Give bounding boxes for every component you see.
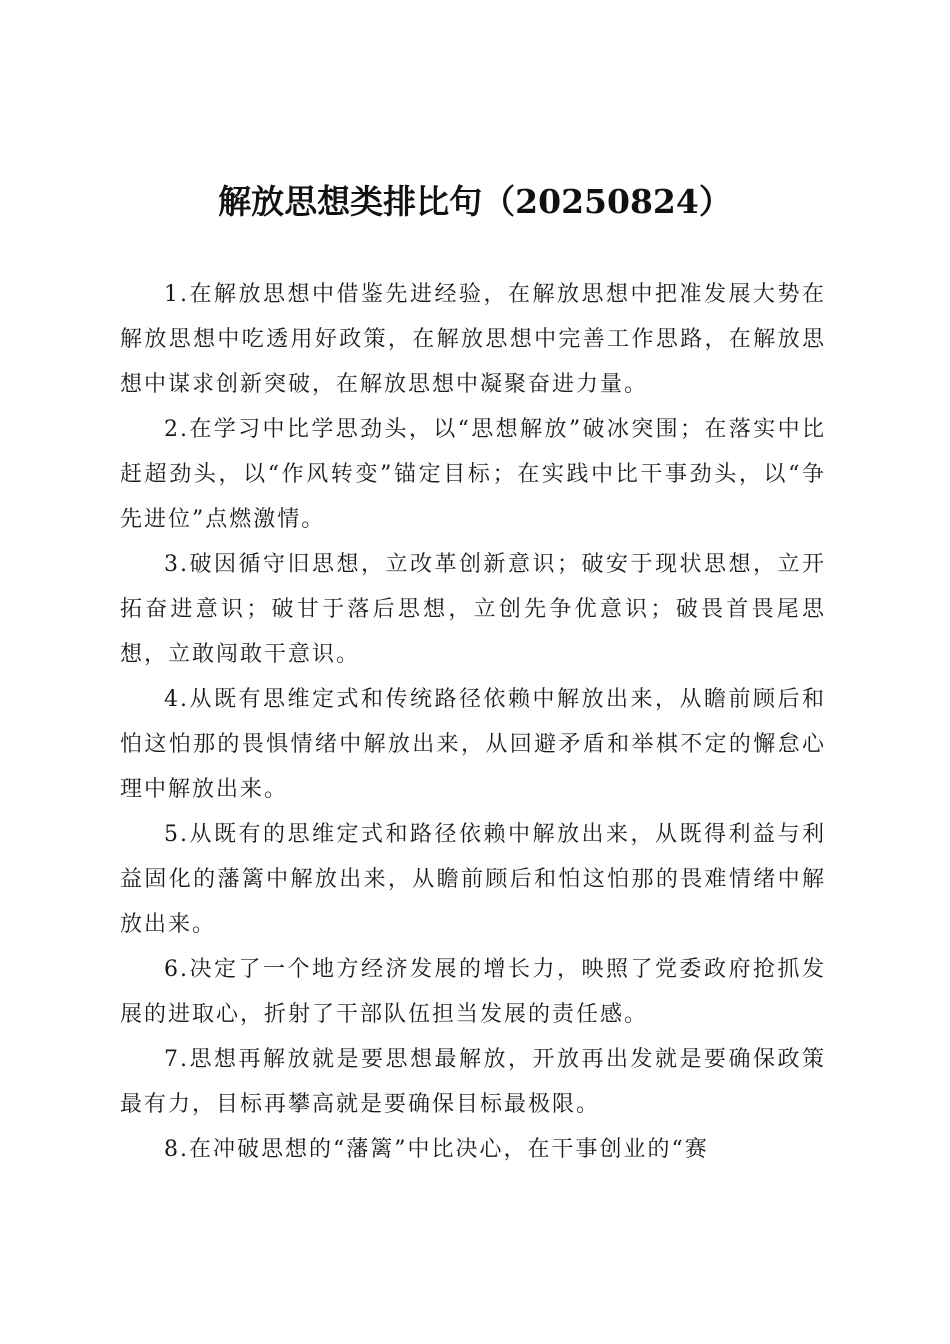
paragraph-4: 4.从既有思维定式和传统路径依赖中解放出来，从瞻前顾后和怕这怕那的畏惧情绪中解放出来，从回避矛盾和举棋不定的懈怠心理中解放出来。 xyxy=(120,687,826,802)
paragraph-7: 7.思想再解放就是要思想最解放，开放再出发就是要确保政策最有力，目标再攀高就是要确保目标最极限。 xyxy=(120,1047,826,1117)
paragraph-8: 8.在冲破思想的“藩篱”中比决心，在干事创业的“赛 xyxy=(164,1137,709,1162)
document-body xyxy=(120,272,826,1172)
paragraph-3: 3.破因循守旧思想，立改革创新意识；破安于现状思想，立开拓奋进意识；破甘于落后思想，立创先争优意识；破畏首畏尾思想，立敢闯敢干意识。 xyxy=(120,552,826,667)
document-title: 解放思想类排比句（20250824） xyxy=(218,182,732,221)
paragraph-5: 5.从既有的思维定式和路径依赖中解放出来，从既得利益与利益固化的藩篱中解放出来，从瞻前顾后和怕这怕那的畏难情绪中解放出来。 xyxy=(120,822,826,937)
paragraph-2: 2.在学习中比学思劲头，以“思想解放”破冰突围；在落实中比赶超劲头，以“作风转变”锚定目标；在实践中比干事劲头，以“争先进位”点燃激情。 xyxy=(120,417,826,532)
paragraph-6: 6.决定了一个地方经济发展的增长力，映照了党委政府抢抓发展的进取心，折射了干部队伍担当发展的责任感。 xyxy=(120,957,826,1027)
paragraph-1: 1.在解放思想中借鉴先进经验，在解放思想中把准发展大势在解放思想中吃透用好政策，在解放思想中完善工作思路，在解放思想中谋求创新突破，在解放思想中凝聚奋进力量。 xyxy=(120,282,826,397)
